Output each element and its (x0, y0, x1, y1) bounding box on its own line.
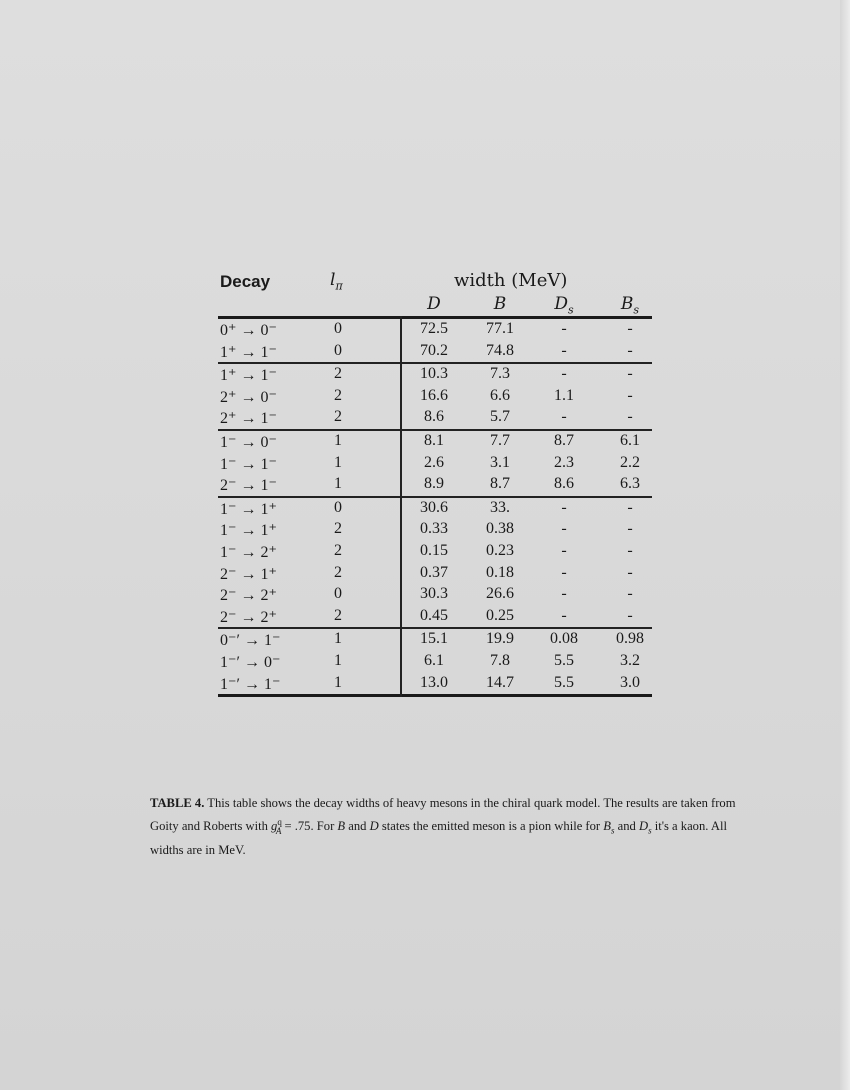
cell-ds: - (561, 498, 567, 516)
cell-ds: - (561, 606, 567, 624)
table-row (218, 364, 652, 386)
cell-l: 1 (334, 475, 342, 493)
cell-l: 0 (334, 341, 342, 359)
cell-ds: - (561, 320, 567, 337)
cell-l: 2 (334, 606, 342, 624)
table-subheader-row (218, 292, 652, 316)
caption-label: TABLE 4. (150, 796, 205, 810)
cell-ds: - (561, 585, 567, 603)
cell-bs: - (627, 520, 633, 538)
cell-ds: 0.08 (550, 630, 578, 648)
page-edge (840, 0, 850, 1090)
cell-b: 7.7 (490, 431, 510, 449)
table-row (218, 498, 652, 520)
cell-bs: 3.2 (620, 651, 640, 669)
cell-l: 2 (334, 541, 342, 559)
cell-decay: 2⁻ → 2⁺ (220, 587, 277, 605)
table-row (218, 629, 652, 651)
cell-d: 6.1 (424, 651, 444, 669)
table-row (218, 519, 652, 541)
cell-bs: - (627, 541, 633, 559)
cell-l: 2 (334, 520, 342, 538)
cell-b: 26.6 (486, 585, 514, 603)
cell-bs: - (627, 606, 633, 624)
cell-ds: 5.5 (554, 673, 574, 691)
cell-ds: - (561, 520, 567, 538)
cell-b: 74.8 (486, 341, 514, 359)
cell-decay: 1⁻ → 0⁻ (220, 433, 277, 451)
cell-d: 0.33 (420, 520, 448, 538)
cell-b: 0.25 (486, 606, 514, 624)
cell-ds: - (561, 341, 567, 359)
cell-decay: 2⁺ → 0⁻ (220, 388, 277, 406)
cell-b: 19.9 (486, 630, 514, 648)
cell-d: 16.6 (420, 386, 448, 404)
cell-d: 30.3 (420, 585, 448, 603)
table-row (218, 673, 652, 695)
cell-l: 0 (334, 498, 342, 516)
cell-ds: 1.1 (554, 386, 574, 404)
cell-bs: - (627, 341, 633, 359)
cell-decay: 0⁺ → 0⁻ (220, 322, 277, 339)
cell-b: 0.38 (486, 520, 514, 538)
cell-l: 0 (334, 320, 342, 337)
header-col-b: B (493, 294, 507, 314)
cell-d: 8.1 (424, 431, 444, 449)
cell-ds: 2.3 (554, 453, 574, 471)
decay-width-table (218, 268, 652, 697)
cell-b: 5.7 (490, 408, 510, 426)
table-row (218, 651, 652, 673)
cell-bs: 2.2 (620, 453, 640, 471)
table-row (218, 431, 652, 453)
cell-l: 0 (334, 585, 342, 603)
cell-ds: - (561, 408, 567, 426)
table-row (218, 453, 652, 475)
cell-decay: 1⁻′ → 0⁻ (220, 653, 281, 671)
cell-decay: 1⁺ → 1⁻ (220, 367, 277, 385)
cell-bs: - (627, 585, 633, 603)
table-row (218, 319, 652, 341)
cell-bs: - (627, 365, 633, 383)
cell-decay: 0⁻′ → 1⁻ (220, 632, 281, 650)
table-row (218, 541, 652, 563)
row-group (218, 431, 652, 498)
cell-ds: - (561, 563, 567, 581)
cell-d: 72.5 (420, 320, 448, 337)
cell-b: 33. (490, 498, 510, 516)
table-header-row (218, 268, 652, 292)
cell-b: 6.6 (490, 386, 510, 404)
header-width: width (MeV) (454, 270, 568, 291)
table-row (218, 407, 652, 429)
row-group (218, 319, 652, 364)
header-col-d: D (427, 294, 441, 314)
cell-decay: 1⁻ → 1⁺ (220, 522, 277, 540)
cell-b: 7.3 (490, 365, 510, 383)
cell-bs: - (627, 386, 633, 404)
table-row (218, 563, 652, 585)
cell-l: 1 (334, 651, 342, 669)
cell-b: 8.7 (490, 475, 510, 493)
cell-b: 3.1 (490, 453, 510, 471)
caption-text: This table shows the decay widths of heavy mesons in the chiral quark model. The results are taken from Goity and Roberts with $g^q_A = .75$. For B and D states the emitted meson is a pion while for $B_s$ and $D_s$ it's a kaon. All widths are in MeV. (150, 796, 736, 857)
cell-ds: - (561, 541, 567, 559)
table-row (218, 341, 652, 363)
cell-d: 0.45 (420, 606, 448, 624)
header-col-ds: $D_s$ (554, 294, 574, 317)
cell-d: 10.3 (420, 365, 448, 383)
cell-ds: 8.7 (554, 431, 574, 449)
cell-decay: 1⁻ → 1⁺ (220, 500, 277, 518)
cell-l: 1 (334, 673, 342, 691)
header-l-pi: $l_\pi$ (330, 270, 343, 293)
cell-l: 1 (334, 630, 342, 648)
cell-l: 1 (334, 453, 342, 471)
cell-bs: - (627, 498, 633, 516)
cell-d: 8.9 (424, 475, 444, 493)
cell-l: 2 (334, 563, 342, 581)
cell-l: 1 (334, 431, 342, 449)
row-group (218, 498, 652, 630)
cell-decay: 1⁻ → 2⁺ (220, 543, 277, 561)
cell-bs: - (627, 320, 633, 337)
table-row (218, 474, 652, 496)
cell-b: 0.18 (486, 563, 514, 581)
cell-decay: 1⁺ → 1⁻ (220, 343, 277, 361)
cell-l: 2 (334, 408, 342, 426)
cell-d: 0.15 (420, 541, 448, 559)
cell-bs: 3.0 (620, 673, 640, 691)
cell-ds: 5.5 (554, 651, 574, 669)
cell-decay: 2⁺ → 1⁻ (220, 410, 277, 428)
cell-bs: 6.1 (620, 431, 640, 449)
row-group (218, 629, 652, 697)
cell-l: 2 (334, 386, 342, 404)
header-decay: Decay (220, 272, 271, 291)
cell-b: 7.8 (490, 651, 510, 669)
cell-d: 8.6 (424, 408, 444, 426)
cell-bs: 0.98 (616, 630, 644, 648)
table-row (218, 386, 652, 408)
table-row (218, 584, 652, 606)
cell-ds: 8.6 (554, 475, 574, 493)
cell-bs: - (627, 408, 633, 426)
cell-b: 14.7 (486, 673, 514, 691)
cell-decay: 2⁻ → 2⁺ (220, 608, 277, 626)
cell-b: 77.1 (486, 320, 514, 337)
table-row (218, 606, 652, 628)
cell-d: 0.37 (420, 563, 448, 581)
table-body (218, 319, 652, 697)
cell-d: 13.0 (420, 673, 448, 691)
cell-d: 2.6 (424, 453, 444, 471)
column-divider (400, 316, 402, 697)
cell-b: 0.23 (486, 541, 514, 559)
cell-decay: 1⁻ → 1⁻ (220, 455, 277, 473)
cell-decay: 2⁻ → 1⁺ (220, 565, 277, 583)
cell-d: 70.2 (420, 341, 448, 359)
cell-bs: - (627, 563, 633, 581)
cell-d: 30.6 (420, 498, 448, 516)
cell-decay: 1⁻′ → 1⁻ (220, 675, 281, 693)
cell-decay: 2⁻ → 1⁻ (220, 477, 277, 495)
cell-d: 15.1 (420, 630, 448, 648)
cell-l: 2 (334, 365, 342, 383)
cell-ds: - (561, 365, 567, 383)
header-col-bs: $B_s$ (620, 294, 640, 317)
row-group (218, 364, 652, 431)
table-caption (150, 794, 750, 860)
cell-bs: 6.3 (620, 475, 640, 493)
